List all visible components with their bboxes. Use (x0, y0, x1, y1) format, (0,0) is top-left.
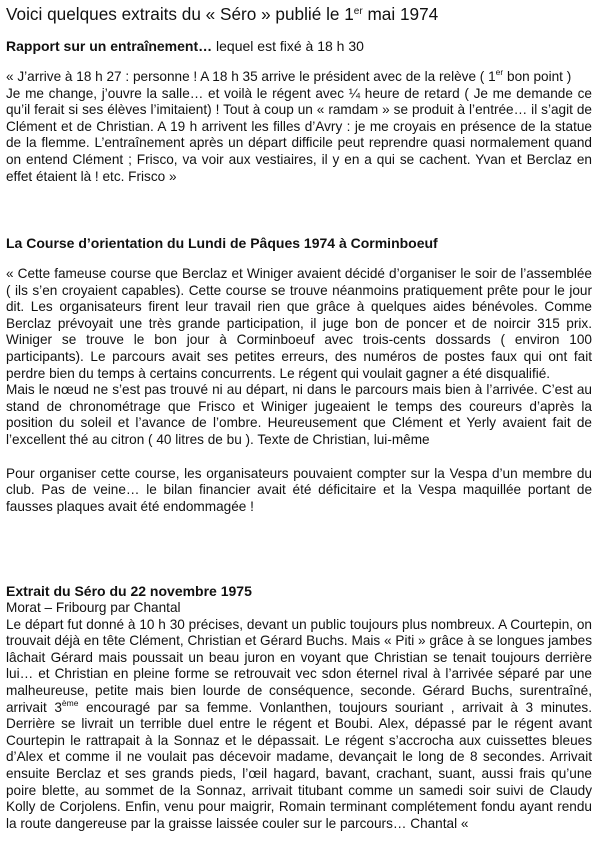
page-title (6, 3, 596, 25)
superscript: er (495, 67, 504, 77)
paragraph-text: « J’arrive à 18 h 27 : personne ! A 18 h 35 arrive le président avec de la relève ( 1 (6, 69, 496, 84)
paragraph (6, 617, 592, 833)
paragraph: Je me change, j’ouvre la salle… et voilà le régent avec ¼ heure de retard ( Je me demande ce qu’il ferait si ses élèves l’imitaient) ! Tout à coup un « ramdam » se produit à l’entrée… il s’agit de Clément et de Christian. A 19 h arrivent les filles d’Avry : je me croyais en présence de la statue de la flemme. L’entraînement après un départ difficile peut reprendre quasi normalement quand on entend Clément ; Frisco, va voir aux vestiaires, il y en a qui se cachent. Yvan et Berclaz en effet étaient là ! etc. Frisco » (6, 85, 592, 184)
paragraph (6, 69, 592, 86)
section-training-report (6, 37, 592, 185)
paragraph: Pour organiser cette course, les organisateurs pouvaient compter sur la Vespa d’un membre du club. Pas de veine… le bilan financier avait été déficitaire et la Vespa maquillée portant de fausses plaques avait été endommagée ! (6, 465, 592, 514)
section-heading-bold: Rapport sur un entraînement… (6, 38, 213, 54)
section-heading-rest: lequel est fixé à 18 h 30 (212, 38, 364, 54)
page-title-text: Voici quelques extraits du « Séro » publié le 1 (6, 4, 354, 24)
page-title-superscript: er (353, 6, 363, 17)
section-heading: La Course d’orientation du Lundi de Pâques 1974 à Corminboeuf (6, 235, 438, 251)
paragraph-text-end: encouragé par sa femme. Vonlanthen, toujours souriant , arrivait à 3 minutes. Derrière se livrait un terrible duel entre le régent et Boubi. Alex, dépassé par le régent avant Courtepin le rattrapait à la Sonnaz et le dépassait. Le régent s’accrocha aux cuissettes bleues d’Alex et comme il ne voulait pas décevoir madame, devançait le long de 8 secondes. Arrivait ensuite Berclaz et ses grands pieds, l’œil hagard, bavant, crachant, suant, aussi frais qu’une poire blette, au sommet de la Sonnaz, arrivait titubant comme un samedi soir suivi de Claudy Kolly de Corjolens. Enfin, venu pour maigrir, Romain terminant complétement fondu ayant rendu la route dangereuse par la graisse laissée couler sur le parcours… Chantal « (6, 699, 592, 831)
section-subtitle: Morat – Fribourg par Chantal (6, 600, 181, 615)
section-sero-extract-1975 (6, 582, 592, 832)
paragraph-text-end: bon point ) (503, 69, 572, 84)
page-title-text-end: mai 1974 (362, 4, 439, 24)
section-heading (6, 37, 592, 55)
paragraph: Mais le nœud ne s’est pas trouvé ni au départ, ni dans le parcours mais bien à l’arrivée. C’est au stand de chronométrage que Frisco et Winiger jugeaient le temps des coureurs d’après la position du soleil et l’avance de l’ombre. Heureusement que Clément et Yerly avaient fait de l’excellent thé au citron ( 40 litres de bu ). Texte de Christian, lui-même (6, 382, 592, 447)
paragraph-text: Le départ fut donné à 10 h 30 précises, devant un public toujours plus nombreux. A Courtepin, on trouvait déjà en tête Clément, Christian et Gérard Buchs. Mais « Piti » grâce à se longues jambes lâchait Gérard mais poussait un beau juron en voyant que Christian se tenait toujours derrière lui… et Christian en pleine forme se retrouvait vec sdon éternel rival à l’arrivée séparé par une malheureuse, petite mais bien lourde de conséquence, seconde. Gérard Buchs, surentraîné, arrivait 3 (6, 616, 592, 715)
section-orienteering-race (6, 234, 592, 515)
superscript: ème (61, 697, 79, 708)
paragraph: « Cette fameuse course que Berclaz et Winiger avaient décidé d’organiser le soir de l’assemblée ( ils s’en croyaient capables). Cette course se trouve néanmoins pratiquement prête pour le jour dit. Les organisateurs firent leur travail rien que grâce à quelques aides bénévoles. Comme Berclaz prévoyait une très grande participation, il juge bon de poncer et de noircir 315 prix. Winiger se trouve le bon jour à Corminboeuf avec trois-cents dossards ( environ 100 participants). Le parcours avait ses petites erreurs, des numéros de postes faux qui ont fait perdre bien du temps à certains concurrents. Le régent qui voulait gagner a été disqualifié. (6, 266, 592, 381)
section-heading: Extrait du Séro du 22 novembre 1975 (6, 583, 252, 599)
